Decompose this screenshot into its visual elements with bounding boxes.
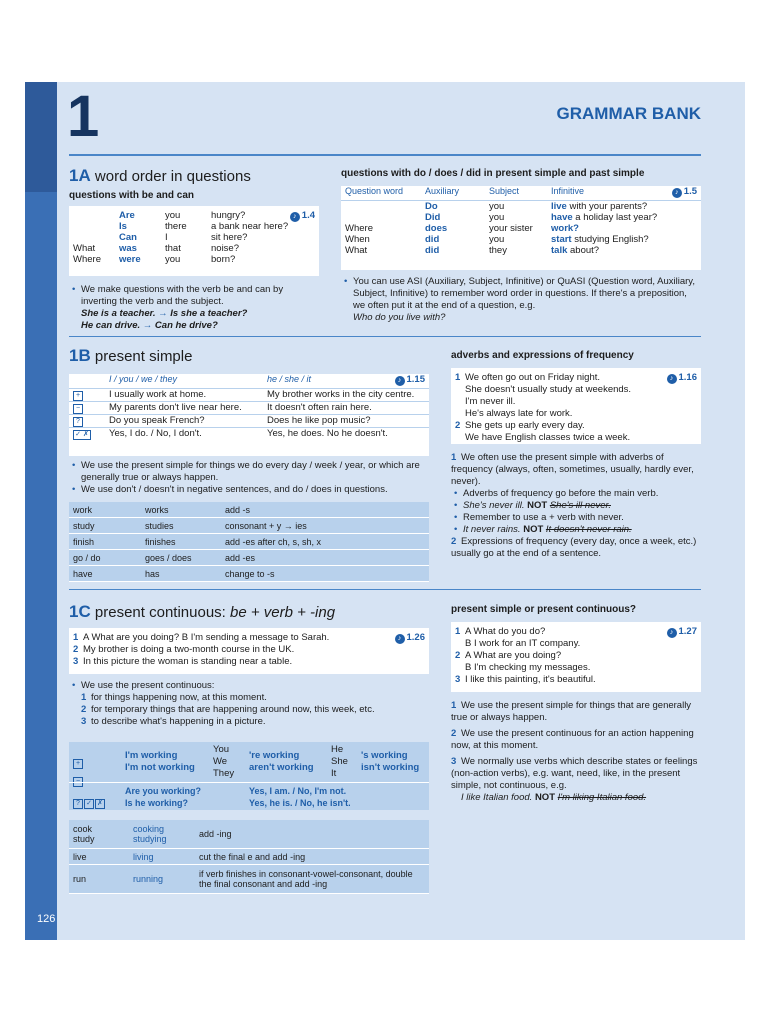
pc-negative-i: I'm not working	[125, 762, 195, 773]
section-1c-notes: • We use the present continuous: 1 for things happening now, at this moment. 2 for temporary things that are happening around now, this week, etc. 3 to describe what's happening in a picture.	[69, 680, 429, 728]
pc-negative-singular: isn't working	[361, 762, 420, 773]
speaker-icon: ♪	[395, 376, 405, 386]
frequency-notes: 1 We often use the present simple with adverbs of frequency (always, often, sometimes, usually, hardly ever, never). • Adverbs of frequency go before the main verb. • She's never ill. NOT She's ill never. • Remember to use a + verb with never. • It never rains. NOT It doesn't never rain. 2 Expressions of frequency (every day, once a week, etc.) usually go at the end of a sentence.	[451, 452, 701, 560]
speaker-icon: ♪	[395, 634, 405, 644]
page-spine	[25, 82, 57, 940]
pc-positive-i: I'm working	[125, 750, 178, 761]
grammar-bank-page	[25, 82, 745, 940]
audio-1-27[interactable]: ♪ 1.27	[667, 626, 698, 638]
speaker-icon: ♪	[667, 628, 677, 638]
audio-1-4[interactable]: ♪ 1.4	[290, 210, 315, 222]
minus-icon: −	[73, 404, 83, 414]
pc-answer-1: Yes, I am. / No, I'm not.	[249, 786, 347, 796]
header-rule	[69, 154, 701, 156]
audio-1-26[interactable]: ♪ 1.26	[395, 632, 426, 644]
unit-number: 1	[67, 84, 98, 149]
qwd-heading: questions with do / does / did in present simple and past simple	[341, 168, 645, 179]
plus-icon: +	[73, 391, 83, 401]
qwd-notes: • You can use ASI (Auxiliary, Subject, Infinitive) or QuASI (Question word, Auxiliary, Subject, Infinitive) to remember word order in questions. If there's a preposition, we often put it at the end of a question, e.g. Who do you live with?	[341, 276, 701, 324]
psc-notes: 1 We use the present simple for things that are generally true or always happen. 2 We use the present continuous for an action happening now, at this moment. 3 We normally use verbs which describe states or feelings (non-action verbs), e.g. want, need, like, in the present simple, not continuous, e.g. I like Italian food. NOT I'm liking Italian food.	[451, 700, 698, 803]
speaker-icon: ♪	[672, 188, 682, 198]
frequency-heading: adverbs and expressions of frequency	[451, 350, 634, 361]
frequency-examples: ♪ 1.16 1 We often go out on Friday night. She doesn't usually study at weekends. I'm never ill. He's always late for work. 2 She gets up early every day. We have English classes twice a week.	[451, 368, 701, 444]
divider-2	[69, 589, 701, 590]
question-icon: ?	[73, 417, 83, 427]
speaker-icon: ♪	[290, 212, 300, 222]
section-1b-table	[69, 374, 429, 456]
present-continuous-table	[69, 742, 429, 810]
page-number: 126	[37, 913, 56, 925]
section-1c-examples: ♪ 1.26 1 A What are you doing? B I'm sending a message to Sarah. 2 My brother is doing a two-month course in the UK. 3 In this picture the woman is standing near a table.	[69, 628, 429, 674]
spelling-table-1c: cook study cooking studying add -ing live living cut the final e and add -ing run running if verb finishes in consonant-vowel-consonant, double the final consonant and add -ing	[69, 820, 429, 894]
tick-cross-icon: ✓ ✗	[73, 430, 91, 440]
section-1a-heading: 1A word order in questions	[69, 166, 251, 185]
pc-answer-2: Yes, he is. / No, he isn't.	[249, 798, 351, 808]
section-1a-subheading: questions with be and can	[69, 190, 195, 201]
pc-question-2: Is he working?	[125, 798, 189, 808]
pc-positive-singular: 's working	[361, 750, 408, 761]
section-1a-table	[69, 206, 319, 276]
audio-1-16[interactable]: ♪ 1.16	[667, 372, 698, 384]
pc-subjects-singular: He She It	[331, 744, 348, 779]
pc-positive-plural: 're working	[249, 750, 300, 761]
grammar-bank-title: GRAMMAR BANK	[556, 104, 701, 123]
section-1a-notes: • We make questions with the verb be and can by inverting the verb and the subject. She is a teacher. → Is she a teacher? He can drive. → Can he drive?	[69, 284, 319, 332]
present-simple-table: I / you / we / they he / she / it ♪ 1.15 + I usually work at home. My brother works in the city centre. − My parents don't live near here. It doesn't often rain here. ? Do you speak French? Does he like pop music? ✓ ✗ Yes, I do. / No, I don't. Yes, he does. No he doesn't.	[69, 374, 429, 440]
section-1b-heading: 1B present simple	[69, 346, 193, 365]
cross-icon: ✗	[95, 799, 105, 809]
psc-heading: present simple or present continuous?	[451, 604, 637, 615]
pc-subjects-plural: You We They	[213, 744, 235, 779]
be-can-table: Are you hungry? Is there a bank near here? Can I sit here? What was that noise? Where were you born?	[73, 210, 289, 265]
section-1c-heading: 1C present continuous: be + verb + -ing	[69, 602, 336, 621]
qwd-table	[341, 186, 701, 270]
spelling-table-1b: work works add -s study studies consonant + y → ies finish finishes add -es after ch, s, sh, x go / do goes / does add -es have has change to -s	[69, 502, 429, 582]
pc-negative-plural: aren't working	[249, 762, 314, 773]
plus-icon: +	[73, 759, 83, 769]
spine-decoration	[25, 82, 57, 192]
do-does-did-table: Question word Auxiliary Subject Infinitive ♪ 1.5 Do you live with your parents? Did you have a holiday last year? Where does your sister work? When did you start studying English? What did they talk about?	[341, 186, 701, 256]
audio-1-5[interactable]: ♪ 1.5	[672, 186, 697, 198]
audio-1-15[interactable]: ♪ 1.15	[395, 374, 426, 386]
question-icon: ?	[73, 799, 83, 809]
tick-icon: ✓	[84, 799, 94, 809]
speaker-icon: ♪	[667, 374, 677, 384]
psc-examples: ♪ 1.27 1 A What do you do? B I work for an IT company. 2 A What are you doing? B I'm checking my messages. 3 I like this painting, it's beautiful.	[451, 622, 701, 692]
pc-question-1: Are you working?	[125, 786, 202, 796]
divider-1	[69, 336, 701, 337]
section-1b-notes: • We use the present simple for things we do every day / week / year, or which are generally true or always happen. • We use don't / doesn't in negative sentences, and do / does in questions.	[69, 460, 429, 496]
